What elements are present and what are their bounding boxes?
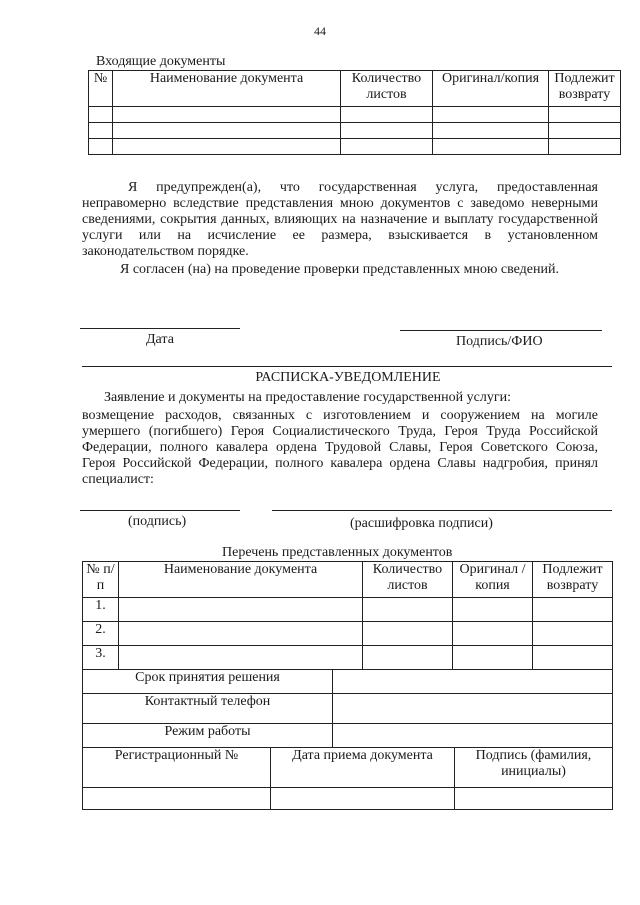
sign-label: Подпись/ФИО: [456, 334, 543, 349]
receipt-title: РАСПИСКА-УВЕДОМЛЕНИЕ: [255, 370, 441, 385]
incoming-caption: Входящие документы: [96, 54, 226, 69]
documents-header-cell: № п/п: [83, 562, 119, 598]
receipt-intro: Заявление и документы на предоставление государственной услуги:: [104, 390, 511, 405]
sign-line: [400, 330, 602, 331]
table-row: [83, 694, 613, 724]
incoming-header-cell: №: [89, 71, 113, 107]
incoming-header-cell: Оригинал/копия: [433, 71, 549, 107]
section-divider: [82, 366, 612, 367]
registration-table: [82, 747, 613, 810]
warning-paragraph: Я предупрежден(а), что государственная услуга, предоставленная неправомерно вследствие представления мною документов с заведомо неверными сведениями, сокрытия данных, влияющих на назначение и выплату государственной услуги или на исчисление ее размера, взыскивается в установленном законодательством порядке.: [82, 180, 598, 259]
decode-line: [272, 510, 612, 511]
documents-table: [82, 561, 613, 670]
consent-paragraph: Я согласен (на) на проведение проверки представленных мною сведений.: [120, 262, 559, 277]
documents-header-cell: Количество листов: [363, 562, 453, 598]
deadline-label: Срок принятия решения: [83, 670, 333, 694]
registration-header-cell: Дата приема документа: [271, 748, 455, 788]
info-table: [82, 669, 613, 748]
incoming-header-cell: Количество листов: [341, 71, 433, 107]
documents-header-row: [83, 562, 613, 598]
table-row: [83, 646, 613, 670]
date-label: Дата: [146, 332, 174, 347]
documents-caption: Перечень представленных документов: [222, 545, 453, 560]
table-row: [89, 107, 621, 123]
row-number: 2.: [83, 622, 119, 646]
signature-caption: (подпись): [128, 514, 187, 529]
table-row: [83, 622, 613, 646]
registration-header-row: [83, 748, 613, 788]
signature-line: [80, 510, 240, 511]
table-row: [89, 139, 621, 155]
registration-header-cell: Подпись (фамилия, инициалы): [455, 748, 613, 788]
hours-label: Режим работы: [83, 724, 333, 748]
incoming-header-cell: Наименование документа: [113, 71, 341, 107]
incoming-table: [88, 70, 621, 155]
documents-header-cell: Наименование документа: [119, 562, 363, 598]
row-number: 1.: [83, 598, 119, 622]
phone-label: Контактный телефон: [83, 694, 333, 724]
documents-header-cell: Подлежит возврату: [533, 562, 613, 598]
receipt-body: возмещение расходов, связанных с изготовлением и сооружением на могиле умершего (погибшего) Героя Социалистического Труда, Героя Труда Российской Федерации, полного кавалера ордена Трудовой Славы, Героя Советского Союза, Героя Российской Федерации, полного кавалера ордена Славы надгробия, принял специалист:: [82, 408, 598, 487]
table-row: [89, 123, 621, 139]
table-row: [83, 670, 613, 694]
page-number: 44: [314, 24, 326, 38]
table-row: [83, 724, 613, 748]
documents-header-cell: Оригинал /копия: [453, 562, 533, 598]
date-line: [80, 328, 240, 329]
row-number: 3.: [83, 646, 119, 670]
incoming-header-row: [89, 71, 621, 107]
decode-caption: (расшифровка подписи): [350, 516, 493, 531]
table-row: [83, 788, 613, 810]
table-row: [83, 598, 613, 622]
incoming-header-cell: Подлежит возврату: [549, 71, 621, 107]
registration-header-cell: Регистрационный №: [83, 748, 271, 788]
